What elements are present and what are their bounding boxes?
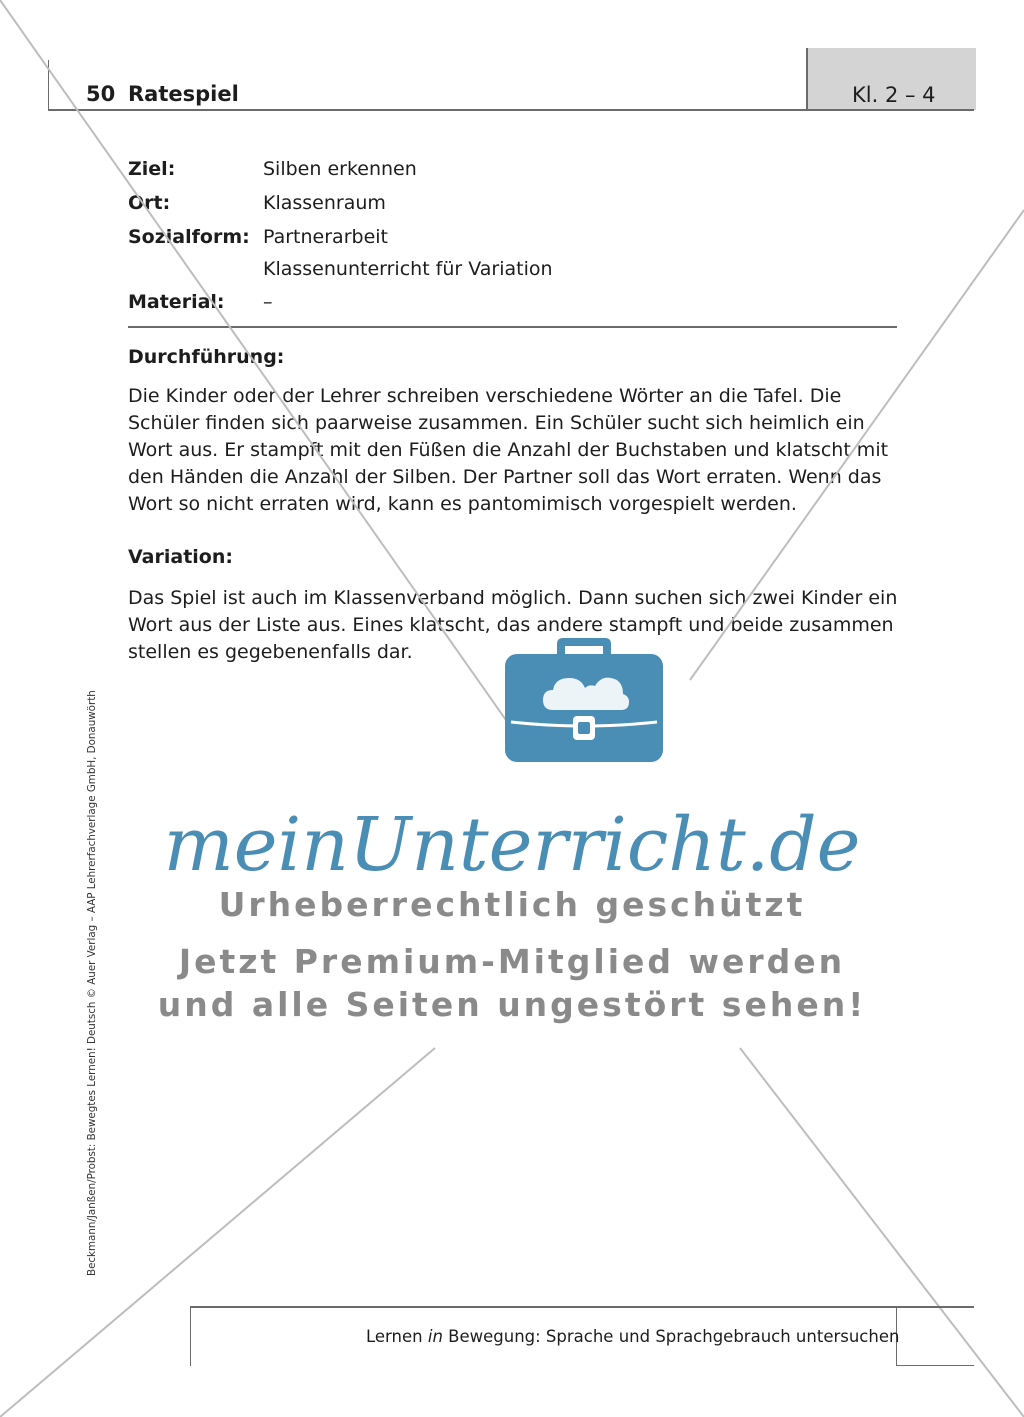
sozialform-label: Sozialform: xyxy=(128,226,250,248)
variation-text: Das Spiel ist auch im Klassenverband möglich. Dann suchen sich zwei Kinder ein Wort aus der Liste aus. Eines klatscht, das andere stampft und beide zusammen stellen es gegebenenfalls dar. xyxy=(128,587,898,663)
ziel-label: Ziel: xyxy=(128,158,176,180)
footer-text-start: Lernen xyxy=(366,1327,428,1346)
footer-text-end: Bewegung: Sprache und Sprachgebrauch untersuchen xyxy=(442,1327,900,1346)
footer-bottom-rule xyxy=(896,1365,974,1366)
watermark-line-1: Urheberrechtlich geschützt xyxy=(218,885,806,924)
sozialform-value-2: Klassenunterricht für Variation xyxy=(263,258,553,280)
footer-text-emphasis: in xyxy=(427,1327,443,1346)
ort-value: Klassenraum xyxy=(263,192,386,214)
sozialform-value-1: Partnerarbeit xyxy=(263,226,388,248)
material-label: Material: xyxy=(128,291,225,313)
watermark-line-2: Jetzt Premium-Mitglied werden xyxy=(178,942,846,981)
ort-label: Ort: xyxy=(128,192,171,214)
material-value: – xyxy=(263,291,273,313)
page-number: 50 xyxy=(86,82,116,106)
page-title: Ratespiel xyxy=(128,82,239,106)
watermark-line-3: und alle Seiten ungestört sehen! xyxy=(157,985,867,1024)
footer-left-rule xyxy=(190,1306,191,1366)
ziel-value: Silben erkennen xyxy=(263,158,417,180)
footer-top-rule xyxy=(190,1306,974,1308)
durchfuehrung-heading: Durchführung: xyxy=(128,346,285,368)
briefcase-cloud-icon xyxy=(505,638,663,762)
watermark-brand: meinUnterricht.de xyxy=(163,802,861,888)
variation-heading: Variation: xyxy=(128,546,233,568)
footer-text xyxy=(366,1327,899,1346)
grade-level: Kl. 2 – 4 xyxy=(852,83,936,107)
copyright-credit: Beckmann/Janßen/Probst: Bewegtes Lernen! Deutsch © Auer Verlag – AAP Lehrerfachverlage GmbH, Donauwörth xyxy=(86,690,98,1276)
durchfuehrung-text: Die Kinder oder der Lehrer schreiben verschiedene Wörter an die Tafel. Die Schüler finden sich paarweise zusammen. Ein Schüler sucht sich heimlich ein Wort aus. Er stampft mit den Füßen die Anzahl der Buchstaben und klatscht mit den Händen die Anzahl der Silben. Der Partner soll das Wort erraten. Wenn das Wort so nicht erraten wird, kann es pantomimisch vorgespielt werden. xyxy=(128,385,889,515)
